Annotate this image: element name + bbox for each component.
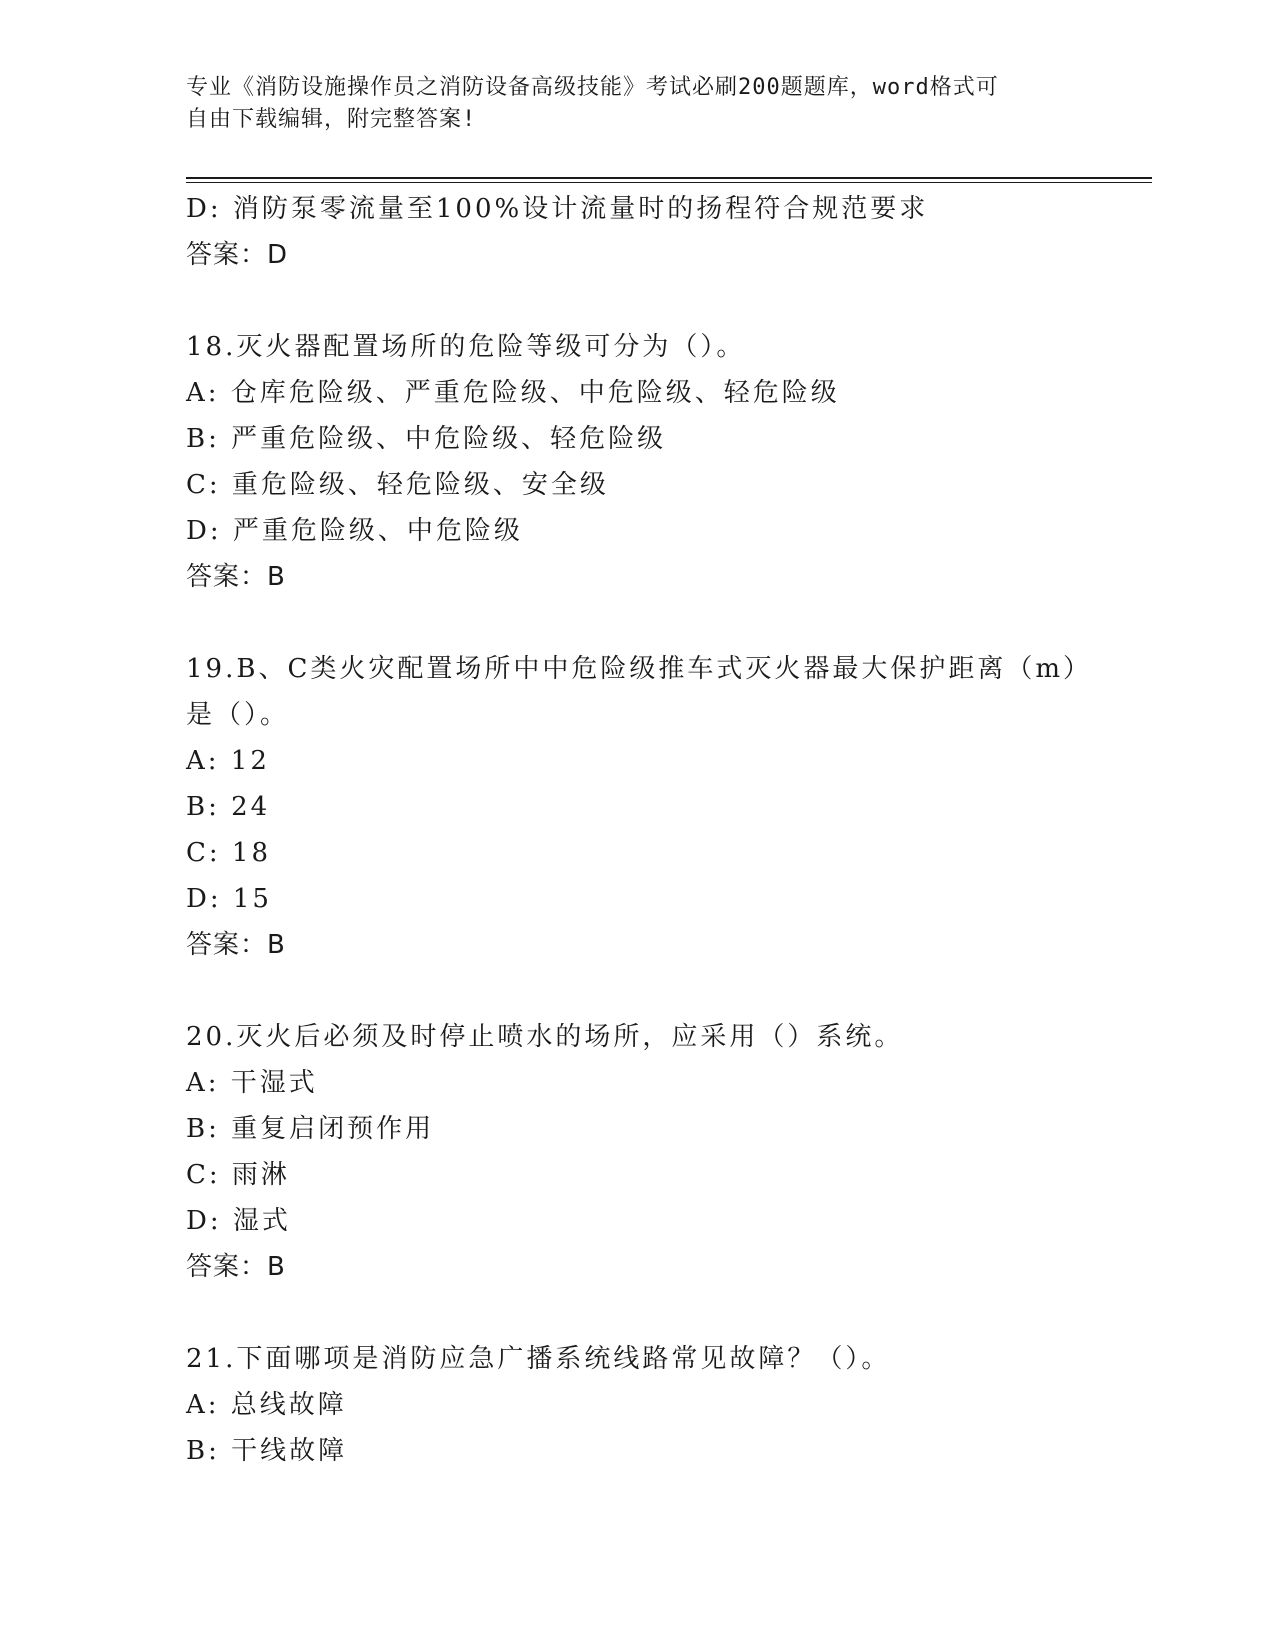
question-text: 21.下面哪项是消防应急广播系统线路常见故障？（）。	[186, 1344, 891, 1374]
option-a: A: 12	[186, 746, 270, 776]
question-text: 19.B、C类火灾配置场所中中危险级推车式灭火器最大保护距离（m）	[186, 654, 1093, 684]
spacer	[186, 1290, 1086, 1336]
option-b: B: 严重危险级、中危险级、轻危险级	[186, 424, 667, 454]
question-18	[186, 324, 1086, 600]
question-17-tail	[186, 186, 1086, 278]
option-a: A: 干湿式	[186, 1068, 318, 1098]
question-text-continued: 是（）。	[186, 700, 290, 730]
answer: 答案：B	[186, 562, 286, 592]
option-c: C: 重危险级、轻危险级、安全级	[186, 470, 609, 500]
option-b: B: 重复启闭预作用	[186, 1114, 435, 1144]
answer: 答案：D	[186, 240, 289, 270]
spacer	[186, 968, 1086, 1014]
option-b: B: 24	[186, 792, 271, 822]
option-d: D: 严重危险级、中危险级	[186, 516, 523, 546]
question-text: 20.灭火后必须及时停止喷水的场所，应采用（）系统。	[186, 1022, 904, 1052]
header-line-1: 专业《消防设施操作员之消防设备高级技能》考试必刷200题题库，word格式可	[186, 75, 999, 100]
question-list	[186, 186, 1093, 1474]
header-divider-thin	[186, 182, 1152, 183]
spacer	[186, 600, 1086, 646]
option-a: A: 总线故障	[186, 1390, 347, 1420]
page-header	[186, 72, 1066, 136]
answer: 答案：B	[186, 1252, 286, 1282]
question-text: 18.灭火器配置场所的危险等级可分为（）。	[186, 332, 746, 362]
option-d: D: 15	[186, 884, 272, 914]
option-b: B: 干线故障	[186, 1436, 348, 1466]
option-d: D: 湿式	[186, 1206, 291, 1236]
header-divider	[186, 177, 1152, 179]
option-c: C: 18	[186, 838, 272, 868]
question-21	[186, 1336, 1086, 1474]
header-line-2: 自由下载编辑，附完整答案!	[186, 107, 477, 132]
option-a: A: 仓库危险级、严重危险级、中危险级、轻危险级	[186, 378, 840, 408]
spacer	[186, 278, 1086, 324]
option-d: D: 消防泵零流量至100%设计流量时的扬程符合规范要求	[186, 194, 929, 224]
question-19	[186, 646, 1093, 968]
question-20	[186, 1014, 1086, 1290]
answer: 答案：B	[186, 930, 286, 960]
option-c: C: 雨淋	[186, 1160, 290, 1190]
